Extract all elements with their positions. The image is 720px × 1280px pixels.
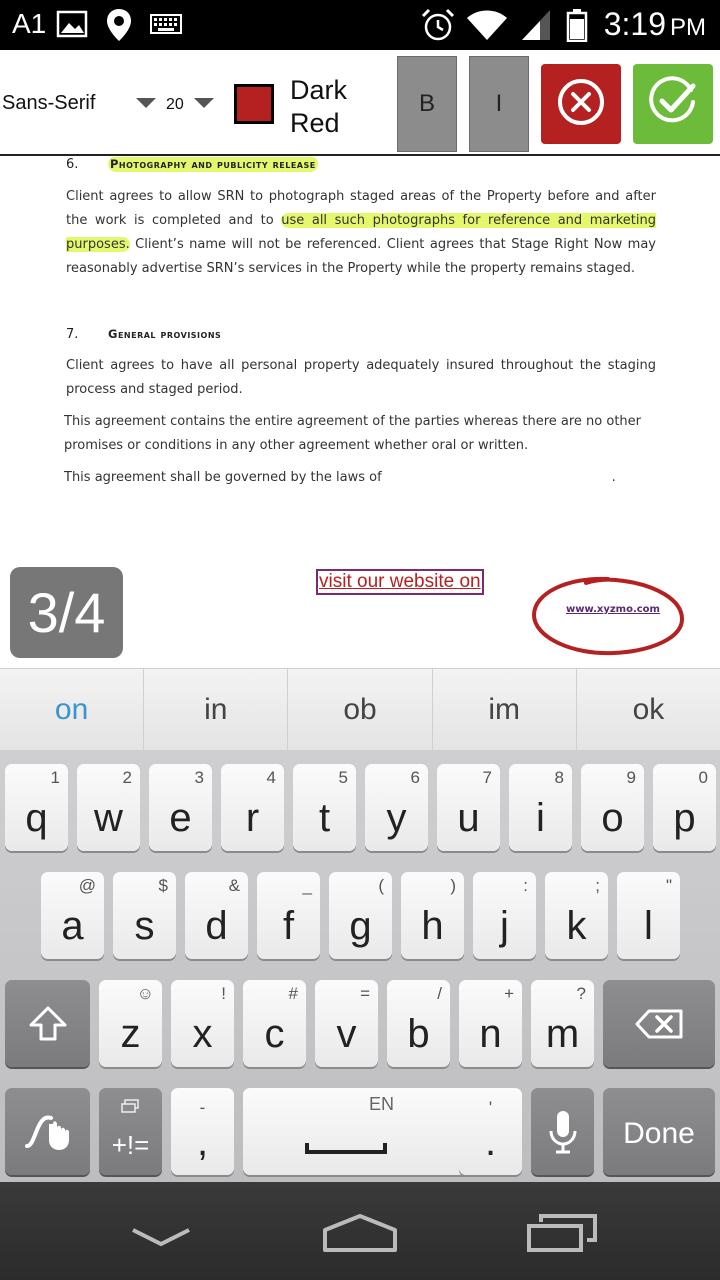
shift-key[interactable] [5, 980, 90, 1067]
key-hint: = [360, 984, 370, 1003]
key-hint: ? [576, 984, 586, 1003]
key-q[interactable] [5, 764, 68, 851]
key-t[interactable] [293, 764, 356, 851]
key-comma[interactable] [171, 1088, 234, 1175]
carrier-label: A1 [12, 8, 47, 39]
website-link[interactable]: www.xyzmo.com [566, 604, 660, 615]
key-hint: - [199, 1098, 206, 1117]
key-label: c [264, 1012, 285, 1056]
section-7-paragraph-2: This agreement contains the entire agreement of the parties whereas there are no other promises or conditions in any other agreement whether oral or written. [64, 414, 642, 453]
keyboard-icon [150, 14, 182, 38]
key-i[interactable] [509, 764, 572, 851]
paragraph-text: This agreement shall be governed by the laws of [64, 470, 382, 485]
key-p[interactable] [653, 764, 716, 851]
key-s[interactable] [113, 872, 176, 959]
color-name-line2: Red [290, 108, 340, 138]
key-label: d [205, 904, 228, 948]
location-icon [106, 8, 132, 46]
cancel-icon [556, 77, 606, 131]
section-title: General provisions [108, 327, 222, 341]
done-key[interactable] [603, 1088, 715, 1175]
key-label: m [545, 1012, 580, 1056]
paragraph-text: Client agrees to allow SRN to photograph staged areas of the Property before and after the work is completed and to [66, 189, 656, 228]
confirm-button[interactable] [633, 64, 713, 144]
key-hint: 2 [122, 768, 132, 787]
key-g[interactable] [329, 872, 392, 959]
annotation-toolbar [0, 50, 720, 156]
microphone-icon [531, 1088, 594, 1175]
key-j[interactable] [473, 872, 536, 959]
italic-button[interactable]: I [469, 56, 529, 152]
clock [604, 6, 706, 43]
key-hint: & [228, 876, 240, 895]
key-label: z [120, 1012, 141, 1056]
battery-icon [566, 8, 588, 46]
key-label: u [457, 796, 480, 840]
ink-circle-annotation[interactable] [528, 571, 688, 659]
key-b[interactable] [387, 980, 450, 1067]
shift-icon [5, 980, 90, 1067]
key-a[interactable] [41, 872, 104, 959]
key-period[interactable] [459, 1088, 522, 1175]
suggestion-item[interactable]: im [433, 669, 577, 750]
key-label: +!= [111, 1130, 150, 1160]
key-l[interactable] [617, 872, 680, 959]
key-hint: 6 [410, 768, 420, 787]
home-icon[interactable] [322, 1212, 398, 1258]
language-label: EN [368, 1094, 394, 1114]
key-hint: 7 [482, 768, 492, 787]
key-u[interactable] [437, 764, 500, 851]
key-label: v [336, 1012, 357, 1056]
key-label: Done [623, 1117, 695, 1150]
suggestion-strip [0, 668, 720, 750]
clock-time: 3:19 [603, 6, 666, 42]
key-hint: 8 [554, 768, 564, 787]
key-hint: ☺ [136, 984, 154, 1003]
key-label: , [196, 1120, 209, 1164]
checkmark-icon [647, 76, 699, 132]
key-w[interactable] [77, 764, 140, 851]
font-size-dropdown-icon[interactable] [194, 98, 214, 108]
key-hint: @ [78, 876, 96, 895]
key-label: j [500, 904, 509, 948]
font-family-select[interactable]: Sans-Serif [2, 92, 96, 114]
section-title: Photography and publicity release [110, 157, 316, 171]
section-7-heading [66, 327, 221, 342]
microphone-key[interactable] [531, 1088, 594, 1175]
section-number: 7. [66, 327, 79, 342]
swype-key[interactable] [5, 1088, 90, 1175]
document-page[interactable] [0, 157, 720, 668]
key-e[interactable] [149, 764, 212, 851]
key-v[interactable] [315, 980, 378, 1067]
suggestion-item[interactable]: in [144, 669, 288, 750]
key-hint: ( [378, 876, 384, 895]
swype-icon [5, 1088, 90, 1175]
key-d[interactable] [185, 872, 248, 959]
key-o[interactable] [581, 764, 644, 851]
key-label: n [479, 1012, 502, 1056]
color-name-line1: Dark [290, 75, 348, 105]
paragraph-text: Client’s name will not be referenced. Client agrees that Stage Right Now may reasonably advertise SRN’s services in the Property while the property remains staged. [66, 237, 656, 276]
wifi-icon [466, 8, 508, 46]
key-c[interactable] [243, 980, 306, 1067]
key-f[interactable] [257, 872, 320, 959]
key-y[interactable] [365, 764, 428, 851]
bold-button[interactable]: B [397, 56, 457, 152]
key-hint: ; [595, 876, 600, 895]
backspace-icon [603, 980, 715, 1067]
key-hint: # [288, 984, 298, 1003]
key-r[interactable] [221, 764, 284, 851]
font-family-dropdown-icon[interactable] [136, 98, 156, 108]
suggestion-item[interactable]: on [0, 669, 144, 750]
cancel-button[interactable] [541, 64, 621, 144]
recent-apps-icon[interactable] [526, 1212, 598, 1258]
key-hint: ' [488, 1098, 493, 1117]
key-x[interactable] [171, 980, 234, 1067]
paragraph-end: . [611, 470, 616, 485]
key-h[interactable] [401, 872, 464, 959]
suggestion-item[interactable]: ob [288, 669, 432, 750]
back-icon[interactable] [130, 1226, 192, 1252]
keyboard [0, 750, 720, 1182]
key-hint: ! [221, 984, 226, 1003]
alarm-icon [420, 8, 456, 46]
key-k[interactable] [545, 872, 608, 959]
section-number: 6. [66, 157, 79, 172]
symbols-key[interactable] [99, 1088, 162, 1175]
clock-ampm: PM [670, 14, 706, 41]
signal-icon [520, 8, 552, 46]
key-label: s [134, 904, 155, 948]
key-label: q [25, 796, 48, 840]
key-hint: + [504, 984, 514, 1003]
backspace-key[interactable] [603, 980, 715, 1067]
key-label: l [644, 904, 653, 948]
key-label: a [61, 904, 84, 948]
key-z[interactable] [99, 980, 162, 1067]
key-hint: 3 [194, 768, 204, 787]
navigation-bar [0, 1182, 720, 1280]
highlighted-text[interactable]: use all such photographs for reference and marketing purposes. [66, 213, 656, 252]
key-hint: " [665, 876, 672, 895]
font-size-select[interactable]: 20 [166, 96, 184, 113]
key-label: g [349, 904, 372, 948]
key-label: w [94, 796, 123, 840]
key-label: h [421, 904, 444, 948]
key-label: e [169, 796, 192, 840]
key-label: f [282, 904, 295, 948]
suggestion-item[interactable]: ok [632, 692, 665, 726]
image-icon [56, 8, 88, 44]
key-label: k [566, 904, 587, 948]
color-name[interactable] [290, 74, 347, 140]
text-annotation[interactable]: visit our website on [316, 569, 484, 595]
key-label: p [673, 796, 696, 840]
key-m[interactable] [531, 980, 594, 1067]
key-hint: 1 [50, 768, 60, 787]
section-7-paragraph-3 [64, 466, 654, 490]
color-swatch[interactable] [234, 84, 274, 124]
key-hint: / [437, 984, 442, 1003]
key-hint: : [523, 876, 528, 895]
section-6-heading [66, 157, 318, 172]
key-label: y [386, 796, 407, 840]
key-label: x [192, 1012, 213, 1056]
key-hint: 4 [266, 768, 276, 787]
key-hint: ) [450, 876, 456, 895]
clipboard-icon [121, 1098, 139, 1117]
key-hint: 5 [338, 768, 348, 787]
page-indicator: 3/4 [10, 567, 123, 658]
key-n[interactable] [459, 980, 522, 1067]
key-hint: 0 [698, 768, 708, 787]
section-6-paragraph [66, 185, 656, 281]
spacebar-icon [305, 1140, 387, 1159]
section-7-paragraph-1: Client agrees to have all personal property adequately insured throughout the staging process and staged period. [66, 358, 656, 397]
key-hint: _ [302, 876, 312, 895]
key-label: b [407, 1012, 430, 1056]
key-label: . [484, 1120, 497, 1164]
key-label: i [536, 796, 545, 840]
key-hint: $ [158, 876, 168, 895]
key-label: t [318, 796, 331, 840]
key-label: o [601, 796, 624, 840]
key-hint: 9 [626, 768, 636, 787]
status-bar [0, 0, 720, 50]
key-label: r [245, 796, 260, 840]
